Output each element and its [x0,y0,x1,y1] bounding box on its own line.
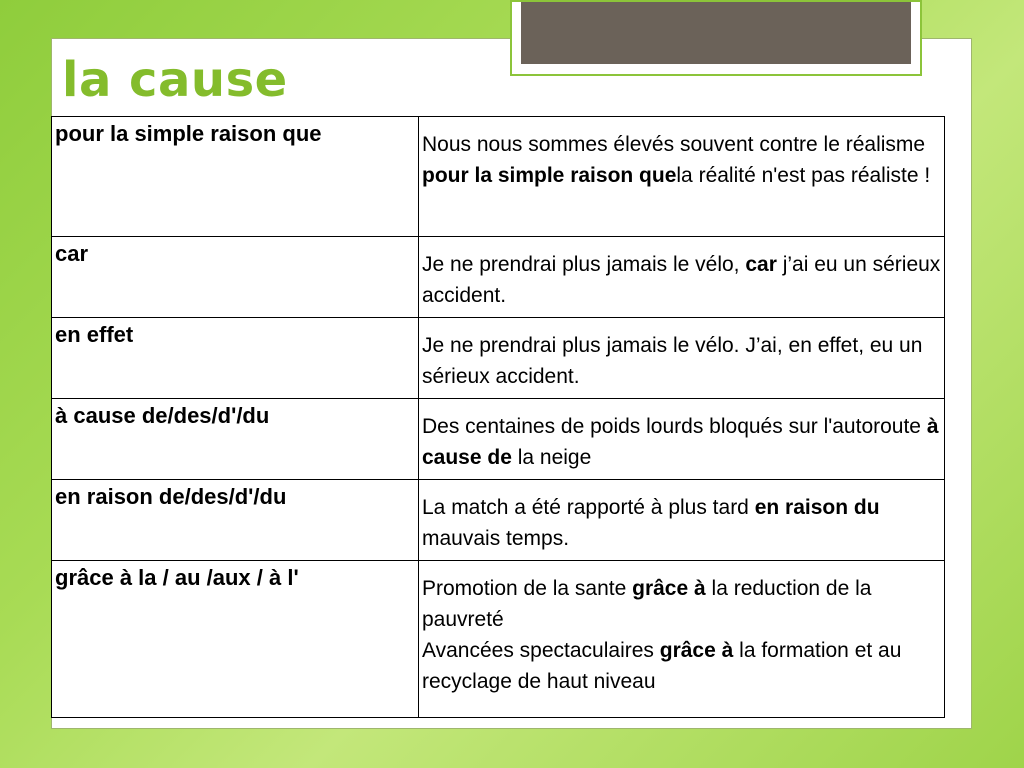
term-cell: pour la simple raison que [52,117,419,237]
example-text: la neige [511,446,592,469]
example-text: Des centaines de poids lourds bloqués sur l'autoroute [422,415,927,438]
example-text: La match a été rapporté à plus tard [422,496,755,519]
header-photo [521,2,911,64]
example-keyword: car [745,253,777,276]
example-text: Je ne prendrai plus jamais le vélo, [422,253,746,276]
example-text: la réalité n'est pas réaliste ! [676,164,931,187]
cause-expressions-table [51,116,945,718]
slide-title: la cause [62,52,288,108]
table-row [52,399,945,480]
example-text: mauvais temps. [422,527,570,550]
table-row [52,561,945,718]
example-keyword: à cause de [422,415,939,469]
example-text: la reduction de la pauvreté [422,577,872,631]
table-row [52,117,945,237]
example-text: Nous nous sommes élevés souvent contre le réalisme [422,133,926,156]
example-cell [419,237,945,318]
example-cell [419,480,945,561]
table-row [52,237,945,318]
example-cell [419,318,945,399]
term-cell: en raison de/des/d'/du [52,480,419,561]
term-cell: car [52,237,419,318]
example-keyword: grâce à [632,577,706,600]
table-row [52,480,945,561]
header-photo-frame [510,0,922,76]
example-text: j’ai eu un sérieux accident. [422,253,941,307]
example-text: Promotion de la sante [422,577,633,600]
example-cell [419,561,945,718]
example-keyword: grâce à [659,639,734,662]
term-cell: à cause de/des/d'/du [52,399,419,480]
example-text: Je ne prendrai plus jamais le vélo. J’ai, en effet, eu un sérieux accident. [422,334,923,388]
example-cell [419,399,945,480]
term-cell: en effet [52,318,419,399]
example-text: Avancées spectaculaires [422,639,660,662]
example-text: la formation et au recyclage de haut niveau [422,639,902,693]
table-row [52,318,945,399]
example-cell [419,117,945,237]
example-keyword: pour la simple raison que [422,164,677,187]
example-keyword: en raison du [754,496,880,519]
term-cell: grâce à la / au /aux / à l' [52,561,419,718]
